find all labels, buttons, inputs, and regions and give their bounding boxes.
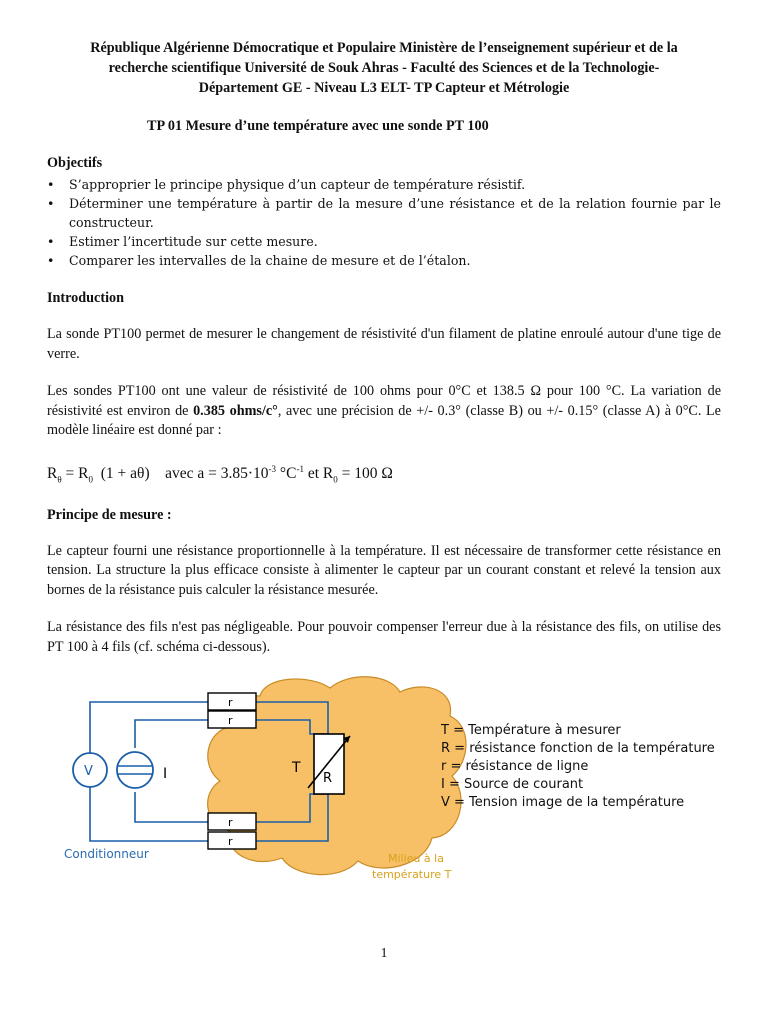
legend-item: V = Tension image de la température — [441, 795, 685, 810]
introduction-heading: Introduction — [47, 290, 124, 306]
I-label: I — [163, 766, 168, 782]
legend-item: T = Température à mesurer — [441, 723, 621, 738]
page-number: 1 — [380, 946, 388, 961]
legend-item: R = résistance fonction de la température — [441, 741, 715, 756]
current-source-icon — [117, 752, 167, 788]
formula-exp2: -1 — [296, 463, 304, 474]
objectifs-heading: Objectifs — [47, 155, 103, 171]
r-label-2: r — [228, 714, 233, 727]
r-label-1: r — [228, 696, 233, 709]
legend-item: r = résistance de ligne — [441, 759, 589, 774]
list-item: • Déterminer une température à partir de la mesure d’une résistance et de la relation fournie par le constructeur. — [47, 194, 721, 232]
document-page — [47, 38, 721, 657]
principe-paragraph-1: Le capteur fourni une résistance proportionnelle à la température. Il est nécessaire de transformer cette résistance en tension. La structure la plus efficace consiste à alimenter le capteur par un courant constant et relevé la tension aux bornes de la résistance puis calculer la résistance mesurée. — [47, 542, 721, 598]
diagram-legend — [440, 723, 715, 810]
formula-r0-sub2: 0 — [333, 473, 338, 484]
list-item: • Comparer les intervalles de la chaine de mesure et de l’étalon. — [47, 251, 721, 270]
objectifs-list — [47, 175, 721, 270]
formula-lhs-sub: θ — [57, 473, 62, 484]
tp-title: TP 01 Mesure d’une température avec une sonde PT 100 — [147, 118, 489, 134]
four-wire-pt100-diagram — [60, 676, 740, 901]
formula-r0-sub: 0 — [88, 473, 93, 484]
T-label: T — [292, 760, 301, 776]
diagram-svg — [60, 676, 740, 896]
formula-tail2: = 100 Ω — [337, 464, 393, 482]
formula-exp1: -3 — [268, 463, 277, 474]
legend-item: I = Source de courant — [441, 777, 584, 792]
header-line-3: Département GE - Niveau L3 ELT- TP Capteur et Métrologie — [198, 80, 570, 96]
milieu-label-1: Milieu à la — [388, 852, 444, 865]
intro-p2-text-a: Les sondes PT100 ont une valeur de résistivité de 100 ohms pour 0°C et 138.5 Ω pour 100 °C. La variation de résistivité est environ de — [47, 383, 721, 419]
formula-unit: °C — [276, 464, 297, 482]
principe-paragraph-2: La résistance des fils n'est pas négligeable. Pour pouvoir compenser l'erreur due à la résistance des fils, on utilise des PT 100 à 4 fils (cf. schéma ci-dessous). — [47, 619, 721, 655]
principe-heading: Principe de mesure : — [47, 506, 172, 523]
formula-mid: (1 + aθ) avec a = 3.85·10 — [93, 464, 269, 482]
header-line-1: République Algérienne Démocratique et Populaire Ministère de l’enseignement supérieur et de la — [90, 40, 678, 56]
r-label-3: r — [228, 816, 233, 829]
list-item: • S’approprier le principe physique d’un capteur de température résistif. — [47, 175, 721, 194]
formula-eq: = R — [61, 464, 89, 482]
formula-tail1: et R — [303, 464, 334, 482]
V-label: V — [84, 764, 93, 779]
intro-p2-bold: 0.385 ohms/c° — [193, 402, 278, 419]
conditionneur-label: Conditionneur — [64, 847, 149, 861]
intro-paragraph-1: La sonde PT100 permet de mesurer le changement de résistivité d'un filament de platine enroulé autour d'une tige de verre. — [47, 326, 721, 362]
formula-lhs: R — [47, 464, 58, 482]
header-line-2: recherche scientifique Université de Souk Ahras - Faculté des Sciences et de la Technologie- — [108, 60, 660, 76]
intro-p2-text-b: , avec une précision de +/- 0.3° (classe B) ou +/- 0.15° (classe A) à 0°C. Le modèle linéaire est donné par : — [47, 402, 721, 438]
R-label: R — [323, 771, 333, 786]
intro-paragraph-2 — [47, 382, 721, 441]
voltmeter-icon — [73, 753, 107, 787]
r-label-4: r — [228, 835, 233, 848]
institution-header — [47, 38, 721, 98]
milieu-label-2: température T — [372, 868, 452, 881]
linear-model-formula — [47, 459, 721, 489]
list-item: • Estimer l’incertitude sur cette mesure. — [47, 232, 721, 251]
